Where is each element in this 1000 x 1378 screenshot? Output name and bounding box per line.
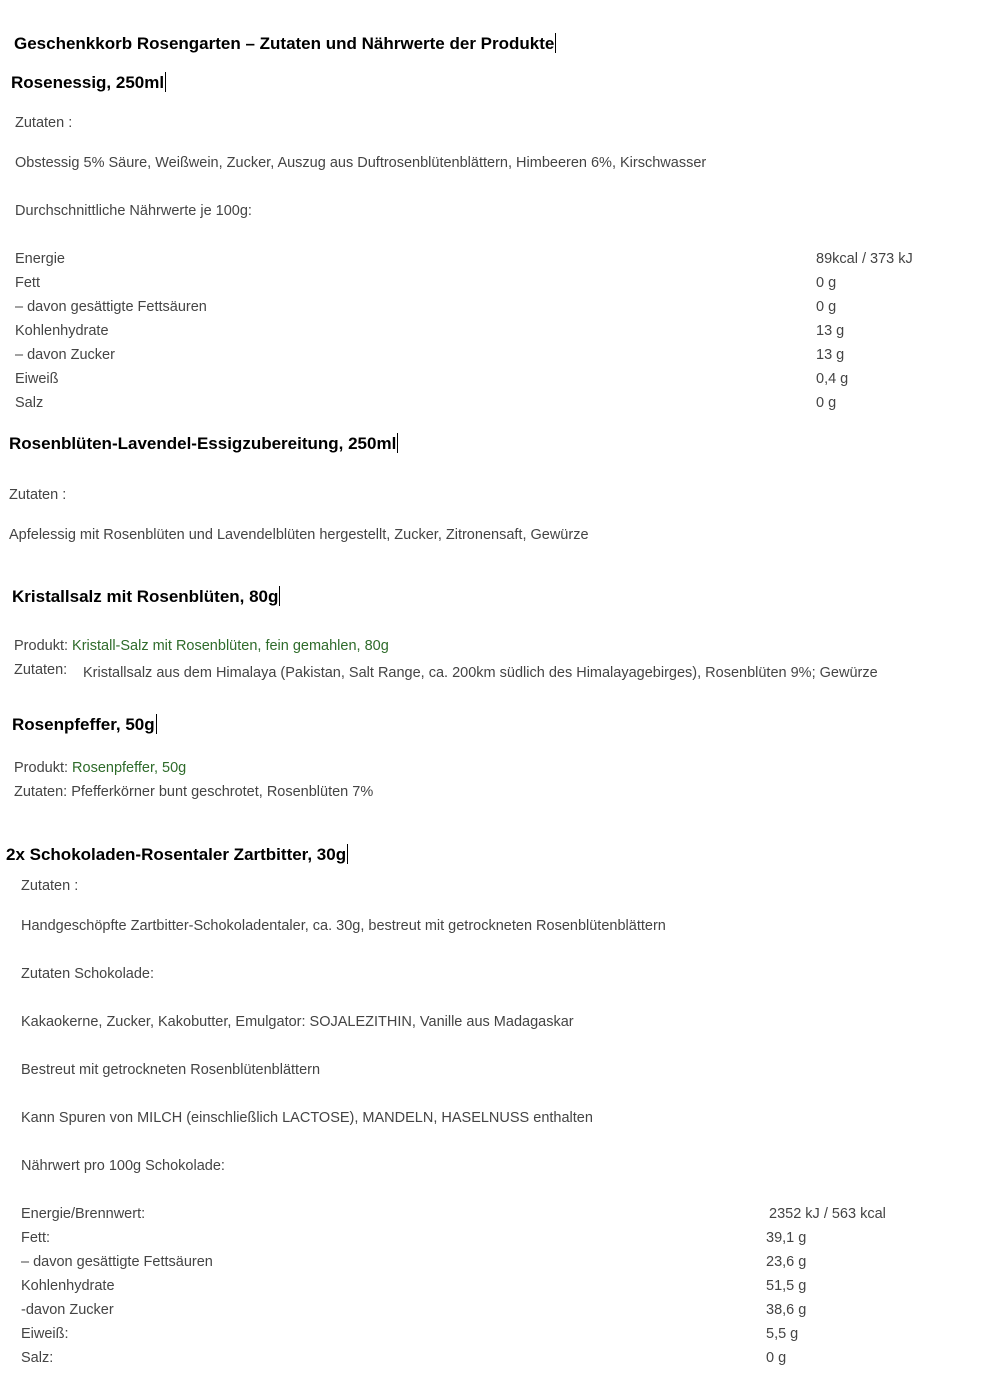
p1-row-label: Kohlenhydrate	[15, 323, 109, 339]
p1-naehrwerte-label: Durchschnittliche Nährwerte je 100g:	[15, 203, 252, 219]
p5-schoko-label: Zutaten Schokolade:	[21, 966, 155, 982]
p1-row-label: Salz	[15, 395, 44, 411]
p3-zutaten-text: Kristallsalz aus dem Himalaya (Pakistan, Salt Range, ca. 200km südlich des Himalayagebirges), Rosenblüten 9%; Gewürze	[83, 665, 878, 681]
p5-line-1: Handgeschöpfte Zartbitter-Schokoladentaler, ca. 30g, bestreut mit getrockneten Rosenblütenblättern	[21, 918, 666, 934]
p5-row-label: -davon Zucker	[21, 1302, 114, 1318]
p1-zutaten-label: Zutaten :	[15, 115, 73, 131]
p1-row-label: Energie	[15, 251, 65, 267]
p5-zutaten-label: Zutaten :	[21, 878, 79, 894]
page-title-text: Geschenkkorb Rosengarten – Zutaten und Nährwerte der Produkte	[14, 34, 555, 53]
p5-line-4: Kann Spuren von MILCH (einschließlich LACTOSE), MANDELN, HASELNUSS enthalten	[21, 1110, 593, 1126]
p5-row-value: 38,6 g	[766, 1302, 807, 1318]
p5-row-value: 39,1 g	[766, 1230, 807, 1246]
p4-zutaten-line	[14, 784, 373, 800]
text-cursor	[279, 586, 280, 606]
product-1-title	[11, 72, 166, 93]
p1-row-value: 89kcal / 373 kJ	[816, 251, 913, 267]
p5-row-label: – davon gesättigte Fettsäuren	[21, 1254, 213, 1270]
p1-row-value: 0 g	[816, 299, 837, 315]
product-1-title-text: Rosenessig, 250ml	[11, 73, 165, 92]
p5-row-label: Fett:	[21, 1230, 51, 1246]
product-5-title	[6, 844, 348, 865]
product-5-title-text: 2x Schokoladen-Rosentaler Zartbitter, 30g	[6, 845, 347, 864]
p1-row-label: Eiweiß	[15, 371, 59, 387]
p5-row-value: 0 g	[766, 1350, 787, 1366]
p2-zutaten-label: Zutaten :	[9, 487, 67, 503]
p4-produkt-text: Rosenpfeffer, 50g	[72, 760, 187, 776]
p4-produkt-label: Produkt:	[14, 760, 68, 776]
p5-row-value: 23,6 g	[766, 1254, 807, 1270]
p5-row-label: Eiweiß:	[21, 1326, 69, 1342]
p1-row-label: – davon gesättigte Fettsäuren	[15, 299, 207, 315]
p1-row-value: 13 g	[816, 347, 845, 363]
p5-row-value: 5,5 g	[766, 1326, 799, 1342]
p5-row-label: Salz:	[21, 1350, 54, 1366]
p5-row-value: 2352 kJ / 563 kcal	[769, 1206, 886, 1222]
text-cursor	[165, 72, 166, 92]
p2-zutaten-text: Apfelessig mit Rosenblüten und Lavendelblüten hergestellt, Zucker, Zitronensaft, Gewürze	[9, 527, 589, 543]
p4-zutaten-label: Zutaten:	[14, 784, 68, 800]
text-cursor	[156, 714, 157, 734]
page-title	[14, 33, 556, 54]
p1-row-value: 0,4 g	[816, 371, 849, 387]
p3-produkt-line	[14, 638, 389, 654]
p1-row-value: 0 g	[816, 275, 837, 291]
p1-row-value: 0 g	[816, 395, 837, 411]
p3-produkt-text: Kristall-Salz mit Rosenblüten, fein gemahlen, 80g	[72, 638, 389, 654]
product-3-title	[12, 586, 280, 607]
p1-row-label: – davon Zucker	[15, 347, 115, 363]
p5-line-3: Bestreut mit getrockneten Rosenblütenblättern	[21, 1062, 321, 1078]
p5-row-value: 51,5 g	[766, 1278, 807, 1294]
text-cursor	[397, 433, 398, 453]
p1-row-label: Fett	[15, 275, 40, 291]
text-cursor	[347, 844, 348, 864]
p4-produkt-line	[14, 760, 186, 776]
p5-naehrwert-label: Nährwert pro 100g Schokolade:	[21, 1158, 225, 1174]
p3-produkt-label: Produkt:	[14, 638, 68, 654]
p5-row-label: Kohlenhydrate	[21, 1278, 115, 1294]
product-4-title-text: Rosenpfeffer, 50g	[12, 715, 155, 734]
p4-zutaten-text: Pfefferkörner bunt geschrotet, Rosenblüten 7%	[71, 784, 374, 800]
product-3-title-text: Kristallsalz mit Rosenblüten, 80g	[12, 587, 279, 606]
text-cursor	[555, 33, 556, 53]
p5-line-2: Kakaokerne, Zucker, Kakobutter, Emulgator: SOJALEZITHIN, Vanille aus Madagaskar	[21, 1014, 574, 1030]
product-4-title	[12, 714, 157, 735]
product-2-title-text: Rosenblüten-Lavendel-Essigzubereitung, 250ml	[9, 434, 397, 453]
product-2-title	[9, 433, 398, 454]
p3-zutaten-label: Zutaten:	[14, 662, 68, 678]
p1-zutaten-text: Obstessig 5% Säure, Weißwein, Zucker, Auszug aus Duftrosenblütenblättern, Himbeeren 6%, Kirschwasser	[15, 155, 707, 171]
p1-row-value: 13 g	[816, 323, 845, 339]
p5-row-label: Energie/Brennwert:	[21, 1206, 146, 1222]
